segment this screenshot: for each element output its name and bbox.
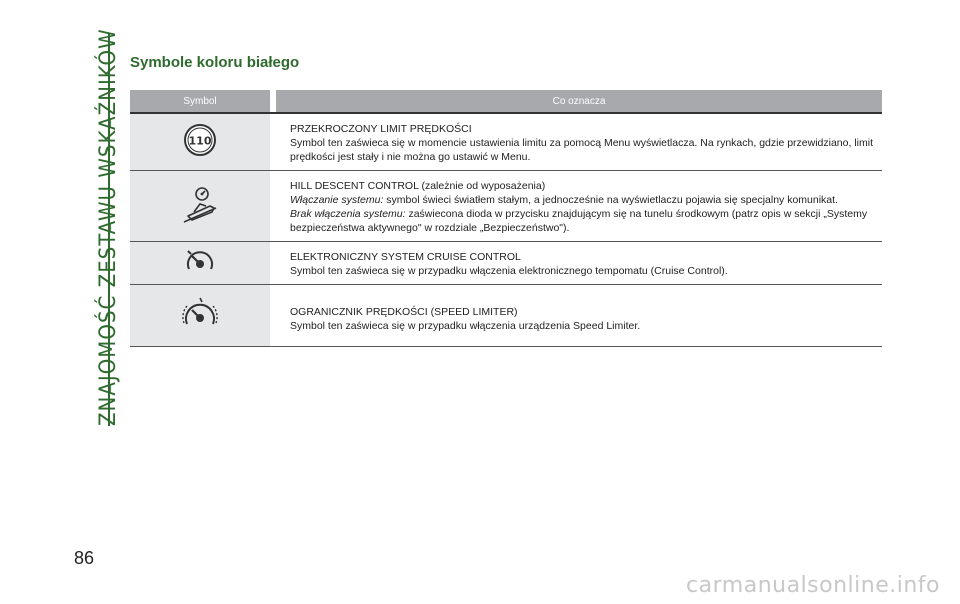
side-chapter-title	[78, 28, 121, 426]
description-cell	[276, 113, 882, 171]
table-row	[130, 113, 882, 171]
description-cell	[276, 171, 882, 242]
row-title: PRZEKROCZONY LIMIT PRĘDKOŚCI	[290, 123, 472, 135]
symbols-table	[130, 90, 882, 347]
section-title: Symbole koloru białego	[130, 54, 300, 71]
row-title: ELEKTRONICZNY SYSTEM CRUISE CONTROL	[290, 251, 521, 263]
watermark: carmanualsonline.info	[686, 573, 940, 598]
speed-limit-110-icon	[183, 123, 217, 157]
symbol-cell	[130, 113, 270, 171]
table-row	[130, 285, 882, 347]
symbol-cell	[130, 171, 270, 242]
table-row	[130, 171, 882, 242]
row-text: Symbol ten zaświeca się w momencie ustawienia limitu za pomocą Menu wyświetlacza. Na rynkach, gdzie przewidziano, limit prędkości jest stały i nie można go ustawić w Menu.	[290, 137, 873, 163]
side-chapter-title-text: ZNAJOMOŚĆ ZESTAWU WSKAŹNIKÓW	[96, 28, 121, 426]
row-text: Symbol ten zaświeca się w przypadku włączenia urządzenia Speed Limiter.	[290, 320, 641, 332]
table-row	[130, 242, 882, 285]
cruise-control-icon	[184, 247, 216, 275]
page-number: 86	[74, 548, 95, 568]
symbol-cell	[130, 285, 270, 347]
hill-descent-control-icon	[180, 184, 220, 224]
description-cell	[276, 285, 882, 347]
row-text: Symbol ten zaświeca się w przypadku włączenia elektronicznego tempomatu (Cruise Control).	[290, 265, 728, 277]
table-header-row	[130, 90, 882, 113]
row-text: Brak włączenia systemu: zaświecona dioda w przycisku znajdującym się na tunelu środkowym (patrz opis w sekcji „Systemy bezpieczeństwa aktywnego" w rozdziale „Bezpieczeństwo").	[290, 208, 868, 234]
symbol-cell	[130, 242, 270, 285]
speed-limiter-icon	[181, 296, 219, 330]
row-title: HILL DESCENT CONTROL (zależnie od wyposażenia)	[290, 180, 546, 192]
speed-limit-value: 110	[188, 134, 212, 147]
header-symbol: Symbol	[130, 90, 270, 113]
description-cell	[276, 242, 882, 285]
header-meaning: Co oznacza	[276, 90, 882, 113]
row-text: Włączanie systemu: symbol świeci światłem stałym, a jednocześnie na wyświetlaczu pojawia się specjalny komunikat.	[290, 194, 838, 206]
row-title: OGRANICZNIK PRĘDKOŚCI (SPEED LIMITER)	[290, 306, 518, 318]
